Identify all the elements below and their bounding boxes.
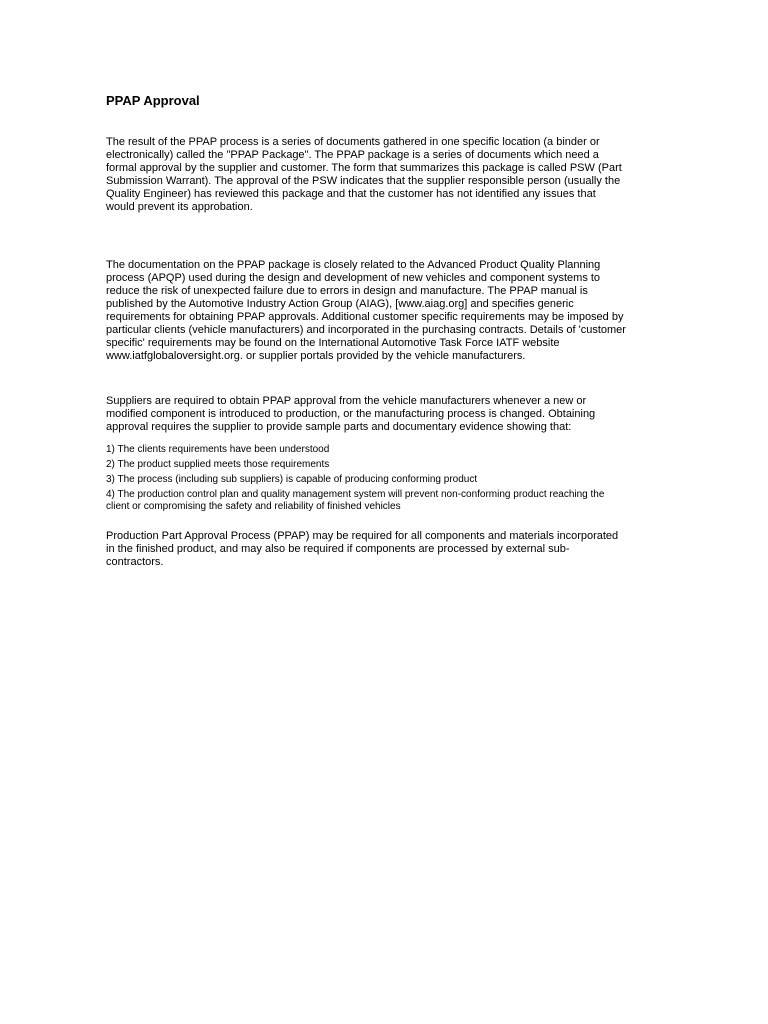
paragraph-supplier-requirements: Suppliers are required to obtain PPAP approval from the vehicle manufacturers whenever a new or modified component is introduced to production, or the manufacturing process is changed. Obtaining approval requires the supplier to provide sample parts and documentary evidence showing that:: [106, 395, 596, 433]
paragraph-apqp-documentation: The documentation on the PPAP package is closely related to the Advanced Product Quality Planning process (APQP) used during the design and development of new vehicles and component systems to reduce the risk of unexpected failure due to errors in design and manufacture. The PPAP manual is published by the Automotive Industry Action Group (AIAG), [www.aiag.org] and specifies generic requirements for obtaining PPAP approvals. Additional customer specific requirements may be imposed by particular clients (vehicle manufacturers) and incorporated in the purchasing contracts. Details of 'customer specific' requirements may be found on the International Automotive Task Force IATF website www.iatfglobaloversight.org. or supplier portals provided by the vehicle manufacturers.: [106, 259, 626, 362]
list-item: 1) The clients requirements have been understood: [106, 444, 330, 455]
paragraph-ppap-package: The result of the PPAP process is a series of documents gathered in one specific location (a binder or electronically) called the "PPAP Package". The PPAP package is a series of documents which need a formal approval by the supplier and customer. The form that summarizes this package is called PSW (Part Submission Warrant). The approval of the PSW indicates that the supplier responsible person (usually the Quality Engineer) has reviewed this package and that the customer has not identified any issues that would prevent its approbation.: [106, 136, 622, 213]
document-body: [106, 92, 626, 569]
requirements-list: [106, 444, 626, 513]
list-item: 2) The product supplied meets those requirements: [106, 459, 330, 470]
document-title: PPAP Approval: [106, 93, 200, 108]
list-item: 3) The process (including sub suppliers) is capable of producing conforming product: [106, 474, 478, 485]
paragraph-closing: Production Part Approval Process (PPAP) may be required for all components and materials incorporated in the finished product, and may also be required if components are processed by external sub-contractors.: [106, 530, 619, 568]
list-item: 4) The production control plan and quality management system will prevent non-conforming product reaching the client or compromising the safety and reliability of finished vehicles: [106, 489, 605, 512]
